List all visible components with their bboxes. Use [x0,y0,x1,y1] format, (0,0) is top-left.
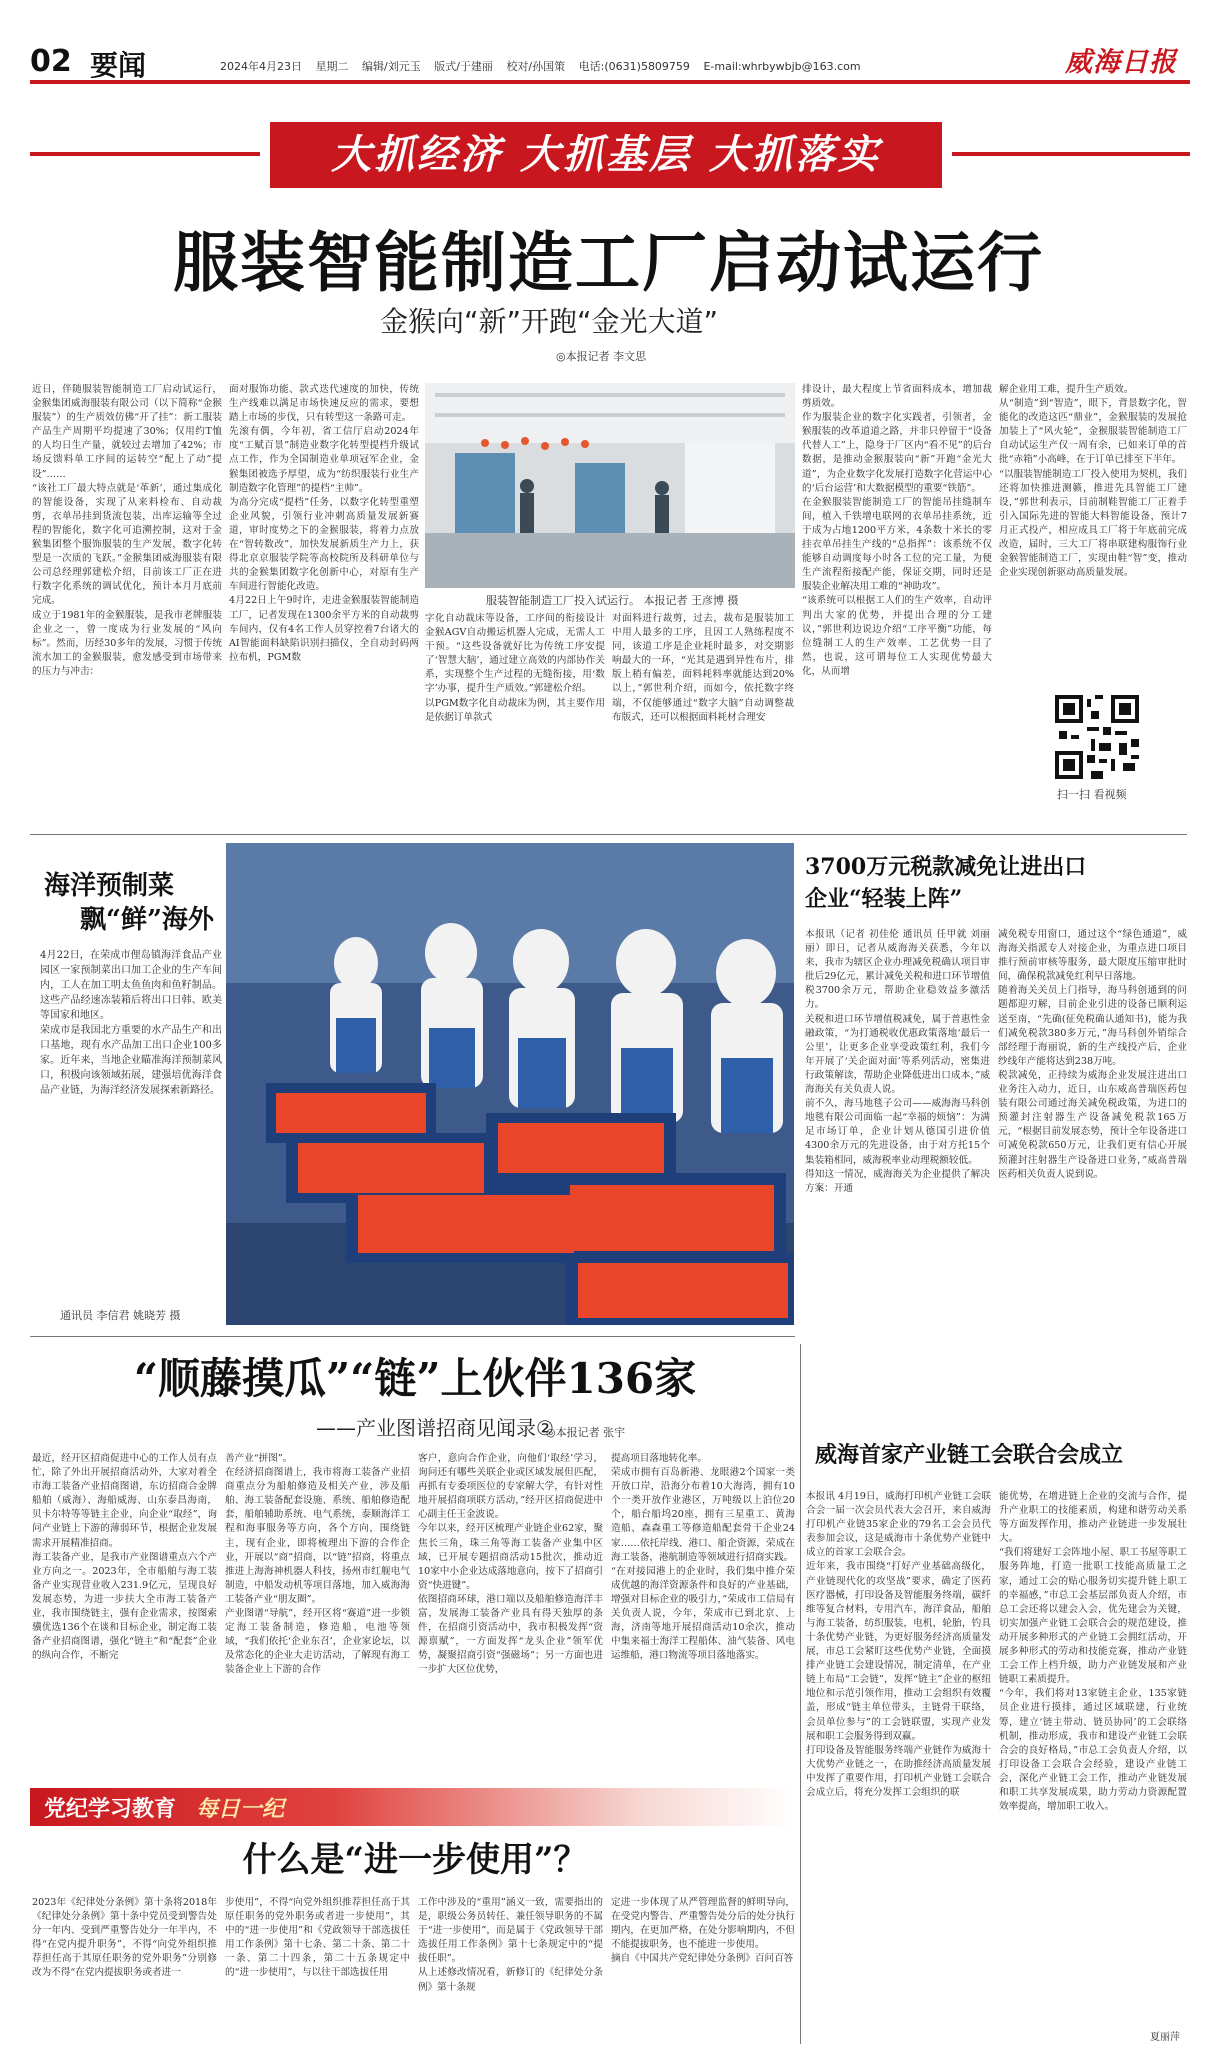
qr-caption: 扫一扫 看视频 [1057,788,1127,801]
section-divider [30,1336,795,1337]
tax-column-2: 减免税专用窗口，通过这个“绿色通道”，威海海关指派专人对接企业，为重点进口项目推行预前审核等服务，最大限度压缩审批时间，确保税款减免红利早日落地。 随着海关关员上门指导，海马科创通到的问题都迎刃解，目前企业引进的设备已顺利运送至南，“先确(征免税确认通知书)，能为我们减免税款380多万元，”海马科创外销综合部经理于海丽说，新的生产线投产后，企业纱线年产能将达到238万吨。 税款减免，正持续为威海企业发展注进出口业务注入动力，近日，山东威高普瑞医药包装有限公司通过海关减免税政策，为进口的预灌封注射器生产设备减免税款165万元，“根据目前发展态势，预计全年设备进口可减免税款650万元，让我们更有信心开展预灌封注射器生产设备进口业务，”威高普瑞医药相关负责人说到说。 [998,929,1187,1180]
banner-deco-left [30,148,260,160]
header-phone: 电话:(0631)5809759 [578,60,690,73]
page-number: 02 [30,44,72,79]
union-column-2: 能优势，在增进链上企业的交流与合作，提升产业职工的技能素质，构建和谐劳动关系等方面发挥作用，推动产业链进一步发展壮大。 “我们将建好工会阵地小屋、职工书屋等职工服务阵地，打造一批职工技能高质量工之家，通过工会的贴心服务切实提升链上职工的幸福感，”市总工会基层部负责人介绍，市总工会还将以建会入会，优先建会为关键，切实加强产业链工会联合会的规范建设，推动开展多种形式的产业链工会拥红活动，开展多种形式的劳动和技能竞赛，推动产业链工会工作上档升级，助力产业链发展和产业链职工素质提升。 “今年，我们将对13家链主企业，135家链员企业进行摸排，通过区域联建，行业统筹，建立‘链主带动、链员协同’的工会联络机制，推动形成，我市和建设产业链工会联合会的良好格局，”市总工会负责人介绍，以打印设备工会联合会经验，建设产业链工会，深化产业链工会工作，推动产业链发展和职工共享发展成果，助力劳动力资源配置效率提高，增加职工收入。 [999,1491,1187,1813]
header-date: 2024年4月23日 [220,60,302,73]
column-divider [800,1344,801,2044]
lead-photo [425,383,795,588]
header-weekday: 星期二 [315,60,349,73]
party-headline: 什么是“进一步使用”？ [242,1840,588,1880]
lead-column-6: 解企业用工难，提升生产质效。 从“制造”到“智造”，眼下，背景数字化，智能化的改造这匹“鼎业”，金猴服装的发展抢加装上了“风火轮”，金猴服装智能制造工厂自动试运生产仅一周有余，已如来订单的首批“赤箱”小高峰，在于订单已排至下半年。 “以服装智能制造工厂投入使用为契机，我们还将加快推进测籁，推进先具智能工厂建设，”郭世利表示，目前制鞋智能工厂正着手引入国际先进的智能大料智能设备，预计7月正式投产，相应成具工厂将于年底前完成改造，届时，三大工厂将串联建构服饰行业金猴智能制造工厂，实现由鞋“智”变，推动企业实现创新驱动高质量发展。 [999,384,1187,579]
seafood-factory-image [226,843,794,1325]
lead-column-4: 对面料进行裁剪，过去，裁布是服装加工中用人最多的工序，且因工人熟练程度不同，该道工序是企业耗时最多，对交期影响最大的一环，“光其是遇到异性布片，排版上稍有偏差，面料耗料率就能达到20%以上，”郭世利介绍，而如今，依托数字终端，不仅能够通过“数字大脑”自动调整裁布版式，还可以根据面料耗材合理安 [612,613,794,723]
lead-column-3: 字化自动裁床等设备，工序间的衔接设计金猴AGV自动搬运机器人完成，无需人工干预。“这些设备就好比为传统工序安提了‘智慧大脑’，通过建立高效的内部协作关系，实现整个生产过程的无缝衔接，用‘数字’办事，提升生产质效。”郭建松介绍。 以PGM数字化自动裁床为例，其主要作用是依据订单款式 [425,613,605,723]
section-divider [30,834,1187,835]
melon-column-1: 最近，经开区招商促进中心的工作人员有点忙，除了外出开展招商活动外，大家对着全市海工装备产业招商图谱，东访招商合金牌船舶（威海）、海船威海、山东泰昌海南，贝卡尔特等等链主企业，向企业“取经”，询问产业链上下游的薄弱环节，根据企业发展需求开展精准招商。 海工装备产业，是我市产业图谱重点六个产业方向之一。2023年，全市船舶与海工装备产业实现营业收入231.9亿元，呈现良好发展态势，为进一步扶大全市海工装备产业，我市围绕链主，强有企业需求，按图索骥优选136个在谈和目标企业，制定海工装备产业招商图谱，强化“链主”和“配套”企业的纵向合作，不断完 [32,1453,217,1662]
banner-deco-right [952,148,1190,160]
party-column-1: 2023年《纪律处分条例》第十条将2018年《纪律处分条例》第十条中党员受到警告处分一年内、受到严重警告处分一年半内，不得“在党内提升职务”，不得“向党外组织推荐担任高于其原任职务的党外职务”分别修改为不得“在党内提拔职务或者进一 [32,1897,217,1979]
lead-column-2: 面对服饰功能、款式迭代速度的加快，传统生产线难以满足市场快速反应的需求，要想踏上市场的步伐，只有转型这一条路可走。 先滚有偶，今年初，省工信厅启动2024年度“工赋百景”制造业数字化转型提档升级试点工作，作为全国制造业单项冠军企业，金猴集团被选予厚望，成为“纺织服装行业生产制造数字化管理”的提档“主帅”。 为高分完成“提档”任务，以数字化转型重塑企业风貌，引领行业冲刺高质量发展新赛道，审时度势之下的金猴服装，将着力点放在“智转数改”，加快发展新质生产力上，获得北京京服装学院等高校院所及科研单位与共的金猴集团数字化创新中心，对原有生产车间进行智能化改造。 4月22日上午9时许，走进金猴服装智能制造工厂，记者发现在1300余平方米的自动裁剪车间内，仅有4名工作人员穿控着7台诸大的AI智能面料缺陷识别扫描仪，全自动封码两拉布机，PGM数 [229,384,419,663]
melon-subheadline: ——产业图谱招商见闻录② [316,1416,554,1440]
lead-photo-caption: 服装智能制造工厂投入试运行。 本报记者 王彦博 摄 [486,594,739,607]
seafood-credit: 通讯员 李信君 姚晓芳 摄 [60,1309,181,1322]
campaign-banner: 大抓经济 大抓基层 大抓落实 [270,122,942,188]
union-column-1: 本报讯 4月19日，威海打印机产业链工会联合会一届一次会员代表大会召开，来自威海打印机产业链35家企业的79名工会会员代表参加会议，这是威海市十条优势产业链中成立的首家工会联合会。 近年来，我市围绕“打好产业基础高级化，产业链现代化的攻坚战”要求，确定了医药医疗器械，打印设备及智能服务终端，碳纤维等复合材料，专用汽车，海洋食品，船舶与海工装备，纺织服装，电机，轮胎，钓具十条优势产业链，为更好服务经济高质量发展，市总工会紧盯这些优势产业链，全面摸排产业链工会建设情况，制定清单，在产业链上布局“工会链”，发挥“链主”企业的枢纽地位和示范引领作用，推动工会组织有效覆盖，形成“链主单位带头，主链骨干联络，会员单位参与”的工会链联盟，实现产业发展和职工会服务得到双赢。 打印设备及智能服务终端产业链作为威海十大优势产业链之一，在助推经济高质量发展中发挥了重要作用，打印机产业链工会联合会成立后，将充分发挥工会组织的联 [806,1491,991,1798]
union-author: 夏丽萍 [1150,2032,1180,2043]
lead-column-1: 近日，伴随服装智能制造工厂启动试运行，金猴集团威海服装有限公司（以下简称“金猴服装”）的生产质效仿佛“开了挂”：新工服装产品生产周期平均提速了30%；仅用约T恤的人均日生产量，就较过去增加了42%；市场反馈料单工序间的运转空“配上了动”提设”…… “该社工厂最大特点就是‘革新’，通过集成化的智能设备，实现了从来料检布、自动裁剪，衣单吊挂到货流包装，出库运输等全过程的智能化，数字化可追溯控制，这对于金猴集团整个服饰服装的生产发展，数字化转型是一次质的飞跃。”金猴集团威海服装有限公司总经理郭建松介绍，目前该工厂正在进行数字化系统的调试优化，预计本月月底前完成。 成立于1981年的金猴服装，是我市老牌服装企业之一，曾一度成为行业发展的“风向标”。然而，历经30多年的发展，习惯于传统流水加工的金猴服装，愈发感受到市场带来的压力与冲击： [32,384,222,677]
seafood-text: 4月22日，在荣成市俚岛镇海洋食品产业园区一家预制菜出口加工企业的生产车间内，工人在加工明太鱼鱼肉和鱼籽制品。这些产品经速冻装箱后将出口日韩、欧美等国家和地区。 荣成市是我国北方重要的水产品生产和出口基地，现有水产品加工出口企业100多家。近年来，当地企业瞄准海洋预制菜风口，积极向该领域拓展，建强培优海洋食品产业链，为海洋经济发展探索新路径。 [40,950,222,1096]
melon-headline: “顺藤摸瓜”“链”上伙伴136家 [133,1354,697,1403]
header-email[interactable]: E-mail:whrbywbjb@163.com [703,60,861,73]
factory-photo-image [425,383,795,588]
melon-column-3: 客户，意向合作企业，向他们‘取经’学习，询问还有哪些关联企业或区域发展但匹配，再抓有专委项医位的专家解大学，有针对性地开展招商项联方活动，”经开区招商促进中心副主任王金波说。 今年以来，经开区梳理产业链企业62家，聚焦长三角，珠三角等海工装备产业集中区域，已开展专题招商活动15批次，推动近10家中小企业达成落地意向，按下了招商引资“快进键”。 依图招商环球，港口端以及船舶修造海洋丰富，发展海工装备产业具有得天独厚的条件，在招商引资活动中，我市积极发挥“资源禀赋”，一方面发挥“龙头企业”领军优势，凝聚招商引资“强磁场”；另一方面也进一步扩大区位优势， [418,1453,603,1676]
lead-byline: ◎本报记者 李文思 [556,350,647,363]
header-layout: 版式/于建丽 [434,60,493,73]
party-column-3: 工作中涉及的“重用”涵义一致，需要指出的是，职级公务员转任、兼任领导职务的不属于“进一步使用”，而是属于《党政领导干部选拔任用工作条例》第十七条规定中的“提拔任职”。 从上述修改情况看，新修订的《纪律处分条例》第十条规 [418,1897,603,1993]
header-editor: 编辑/刘元玉 [362,60,421,73]
qr-code-icon [1055,695,1139,779]
tax-column-1: 本报讯（记者 初佳伦 通讯员 任甲就 刘丽丽）即日，记者从威海海关获悉，今年以来，我市为辖区企业办理减免税确认项目审批后29亿元，累计减免关税和进口环节增值税3700余万元，帮助企业稳效益多激活力。 关税和进口环节增值税减免，属于普惠性金融政策，“为打通税收优惠政策落地‘最后一公里’，让更多企业享受政策红利，我们今年开展了‘关企面对面’等系列活动，密集进行政策解读，帮助企业降低进出口成本，”威海海关有关负责人说。 前不久，海马地毯子公司——威海海马科创地毯有限公司面临一起“幸福的烦恼”：为满足市场订单，企业计划从德国引进价值4300余万元的先进设备，由于对方托15个集装箱相同，威海税率业动理税额较低。 得知这一情况，威海海关为企业提供了解决方案：开通 [805,929,990,1194]
party-banner-text: 党纪学习教育 [44,1797,177,1822]
party-column-4: 定进一步体现了从严管理监督的鲜明导向，在受党内警告、严重警告处分后的处分执行期内，在更加严格，在处分影响期内，不但不能提拔职务，也不能进一步使用。 摘自《中国共产党纪律处分条例》百问百答 [611,1897,795,1965]
header-info [220,58,871,74]
header-proof: 校对/孙国策 [506,60,566,73]
lead-subheadline: 金猴向“新”开跑“金光大道” [380,305,719,338]
melon-byline: ◎本报记者 张宇 [546,1426,626,1439]
section-name: 要闻 [90,49,147,82]
melon-column-4: 提高项目落地转化率。 荣成市拥有百岛新港、龙眼港2个国家一类开放口岸，沿海分布着10大海湾，拥有10个一类开放作业港区，万吨级以上泊位20个，船台船坞20座，拥有三星重工、黄海造船、森森重工等修造船配套骨干企业24家……依托岸线、港口、船企资源，荣成在海工装备，港航制造等领域进行招商实践。 “在对接园港上的企业时，我们集中推介荣成优越的海洋资源条件和良好的产业基础，增强对目标企业的吸引力，”荣成市工信局有关负责人说，今年，荣成市已到北京、上海，济南等地开展招商活动10余次，推动中集来福士海洋工程船体、油气装备、风电运维船，港口物流等项目落地落实。 [611,1453,795,1662]
seafood-headline-line2: 飘“鲜”海外 [80,905,214,935]
melon-column-2: 善产业“拼图”。 在经济招商图谱上，我市将海工装备产业招商重点分为船舶修造及相关产业，涉及船舶、海工装备配套设施、系统、船舶修造配套，船舶辅助系统、电气系统，泰顺海洋工程和海事服务等方向，各个方向，围绕链主，现有企业，即将梳理出下游的合作企业，开展以“商”招商，以“链”招商，将重点推进上海海神机器人科技，扬州市红舰电气制造，中船发动机等项目落地，加入威海海工装备产业“朋友圈”。 产业图谱“导航”，经开区将“赛道”进一步锁定海工装备制造，修造船，电池等领域，“我们依托‘企业东召’，企业家论坛，以及常态化的企业大走访活动，了解现有海工装备企业上下游的合作 [225,1453,410,1676]
newspaper-logo: 威海日报 [1065,47,1177,78]
seafood-headline-line1: 海洋预制菜 [44,871,175,901]
union-headline: 威海首家产业链工会联合会成立 [815,1442,1124,1468]
seafood-photo [226,843,794,1325]
party-banner-tag: 每日一纪 [196,1796,285,1822]
qr-code[interactable] [1055,695,1139,779]
tax-headline-line1: 3700万元税款减免让进出口 [805,854,1087,880]
lead-headline: 服装智能制造工厂启动试运行 [172,225,1044,301]
party-column-2: 步使用”，不得“向党外组织推荐担任高于其原任职务的党外职务或者进一步使用”，其中的“进一步使用”和《党政领导干部选拔任用工作条例》第十七条、第二十条、第二十一条、第二十四条，第二十五条规定中的“进一步使用”，与以往干部选拔任用 [225,1897,410,1979]
lead-column-5: 排设计，最大程度上节省面料成本，增加裁剪质效。 作为服装企业的数字化实践者，引领者，金猴服装的改革道道之路，并非只停留于“设备代替人工”上，隐身于厂区内“看不见”的后台数据，是推动金猴服装向“新”开跑“金光大道”，为企业数字化发展打造数字化营运中心的‘后台运营’和大数据模型的重要“铁筋”。 在金猴服装智能制造工厂的智能吊挂缝制车间，植入千铁增电联网的衣单吊挂系统，近于成为占地1200平方米，4条数十米长的零挂衣单吊挂生产线的“总指挥”：该系统不仅能够自动调度每小时各工位的完工量，为便生产流程衔接配产能，保证交期，同时还是服装企业解决用工难的“神助攻”。 “该系统可以根据工人们的生产效率，自动评判出大家的优势，并提出合理的分工建议，”郭世利边说边介绍“工序平衡”功能，每位缝制工人的生产效率、工艺优势一目了然，也说，这可谓每位工人实现优势最大化，从而增 [802,384,992,677]
tax-headline-line2: 企业“轻装上阵” [805,886,963,912]
